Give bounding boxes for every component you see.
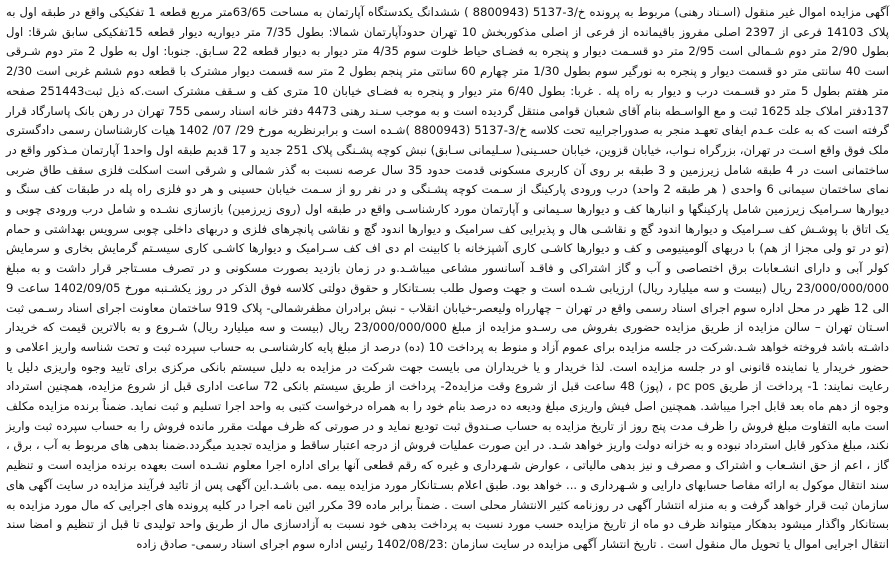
notice-body-text: آگهی مزایده اموال غیر منقول (اسـناد رهنی) مربوط به پرونده خ/3-5137 (8800943 ) ششدانگ یکدستگاه آپارتمان به مساحت 63/65متر مربع قطعه 1 تفکیکی واقع در طبقه اول به پلاک 14103 فرعی از 2397 اصلی مفروز باقیمانده از فرعی از اصلی مذکوربخش 10 تهران حدودآپارتمان شمالا: بطول 7/35 متر دیواریه دیوار قطعه 15تفکیکی سابق شرقا: اول بطول 2/90 متر دوم شـمالی است 2/95 متر دو قسـمت دیوار و پنجره به فضـای حیاط خلوت سوم 4/35 متر دیوار به دیوار قطعه 22 سـابق. جنوبا: اول به طول 2 متر دوم شـرقی است 40 سانتی متر دو قسمت دیوار و پنجره به نورگیر سوم بطول 1/30 متر چهارم 60 سانتی متر پنجم بطول 2 متر سه قسمت دیوار مشترک با قطعه دوم ششم غربی است 2/30 متر هفتم بطول 5 متر دو قسـمت درب و دیوار به راه پله . غربا: بطول 6/40 متر دیوار و پنجره به فضـای خیابان 10 متری کف و سـقف مشترک است.که ذیل ثبت251443 صفحه 137دفتر املاک جلد 1625 ثبت و مع الواسـطه بنام آقای شعبان قوامی منتقل گردیده است و به موجب سـند رهنی 4473 دفتر خانه اسناد رسمی 755 تهران در رهن بانک پاسارگاد قرار گرفته است که به علت عـدم ایفای تعهـد منجر به صدوراجراییه تحت کلاسه خ/3-5137 (8800943 )شـده است و برابرنظریه مورخ 29/ 07/ 1402 هیات کارشناسان رسمی دادگستری ملک فوق واقع اسـت در تهران، بزرگراه نـواب، خیابان قزوین، خیابان حسـینی( سـلیمانی سـابق) نبش کوچه پشـنگی پلاک 251 جدید و 17 قدیم طبقه اول واحد1 آپارتمان مـذکور واقع در ساختمانی است در 4 طبقه شامل زیرزمین و 3 طبقه بر روی آن کاربری مسکونی قدمت حدود 35 سال عرصه نسبت به گذر شمالی و شرقی است اسکلت فلزی سقف طاق ضربی نمای ساختمان سیمانی 6 واحدی ( هر طبقه 2 واحد) درب ورودی پارکینگ از سـمت کوچه پشـنگی و در نفر رو از سـمت خیابان حسینی و هر دو فلزی راه پله در طبقات کف سنگ و دیوارها سـرامیک زیرزمین شامل پارکینگها و انبارها کف و دیوارها سـیمانی و آپارتمان مورد کارشناسـی واقع در طبقه اول (روی زیرزمین) بازسازی نشـده و شامل درب ورودی چوبی و یک اتاق با پوشـش کف سـرامیک و دیوارها اندود گچ و نقاشـی هال و پذیرایی کف سرامیک و دیوارها اندود گچ و نقاشی پانچرهای فلزی و دربهای داخلی چوبی سرویس بهداشتی و حمام (تو در تو ولی مجزا از هم) با دربهای آلومینیومی و کف و دیوارها کاشـی کاری آشپزخانه با کابینت ام دی اف کف سـرامیک و دیوارها کاشـی کاری سیسـتم گرمایش بخاری و سرمایش کولر آبی و دارای انشـعابات برق اختصاصی و آب و گاز اشتراکی و فاقـد آسانسور مشاعی میباشـد.و در زمان بازدید بصورت مسکونی و در تصرف مسـتاجر قرار داشت و به مبلغ 23/000/000/000 ریال (بیست و سه میلیارد ریال) ارزیابی شـده است و جهت وصول طلب بسـتانکار و حقوق دولتی کلاسه فوق الذکر در روز یکشـنبه مورخ 1402/09/05 ساعت 9 الی 12 ظهر در محل اداره سوم اجرای اسناد رسمی واقع در تهران – چهارراه ولیعصر-خیابان انقلاب - نبش برادران مظفرشمالی- پلاک 919 ساختمان معاونت اجرای اسناد رسـمی ثبت اسـتان تهران – سالن مزایده از طریق مزایده حضوری بفروش می رسـدو مزایده از مبلغ 23/000/000/000 ریال (بیست و سه میلیارد ریال) شـروع و به بالاترین قیمت که خریدار داشـته باشد فروخته خواهد شـد.شرکت در جلسه مزایده برای عموم آزاد و منوط به پرداخت 10 (ده) درصد از مبلغ پایه کارشناسـی به حساب سپرده ثبت و تحت شناسه واریز اعلامی و حضور خریدار یا نماینده قانونی او در جلسه مزایده است. لذا خریدار و یا خریداران می بایست جهت شرکت در مزایده به دلیل سیستم بانکی مرکزی برای تایید وجوه واریزی دلیل یا رعایت نمایند: 1- پرداخت از طریق pc pos ، (پوز) 48 ساعت قبل از شروع وقت مزایده2- پرداخت از طریق سیستم بانکی 72 ساعت اداری قبل از شروع مزایده، همچنین استرداد وجوه از دهم ماه بعد قابل اجرا میباشد. همچنین اصل فیش واریزی مبلغ ودیعه ده درصد بنام خود را به همراه درخواست کتبی به واحد اجرا تسلیم و ثبت نماید. ضمناً برنده مزایده مکلف است مابه التفاوت مبلغ فروش را ظرف مدت پنج روز از تاریخ مزایده به حساب صـندوق ثبت تودیع نماید و در صورتی که ظرف مهلت مقرر مانده فروش را به حساب سپرده ثبت واریز نکند، مبلغ مذکور قابل استرداد نبوده و به خزانه دولت واریز خواهد شـد. در این صورت عملیات فروش از درجه اعتبار ساقط و مزایده تجدید میگردد.ضمنا بدهی های مربوط به آب ، برق ، گاز ، اعم از حق انشـعاب و اشتراک و مصرف و نیز بدهی مالیاتی ، عوارض شـهرداری و غیره که رقم قطعی آنها برای اداره اجرا معلوم نشـده است بعهده برنده مزایده است و تنظیم سند انتقال موکول به ارائه مفاصا حسابهای دارایی و شـهرداری و ... خواهد بود. طبق اعلام بسـتانکار مورد مزایده بیمه .می باشـد.این آگهی پس از تائید فرآیند مزایده در سایت آگهی های سازمان ثبت قرار خواهد گرفت و به منزله انتشار آگهی در روزنامه کثیر الانتشار محلی است . ضمناً برابر ماده 39 مکرر ائین نامه اجرا در کلیه پرونده های اجرایی که مال مورد مزایده به بستانکار واگذار میشود بدهکار میتواند ظرف دو ماه از تاریخ مزایده حسب مورد نسبت به پرداخت بدهی خود نسبت به آزادسازی مال از طریق واحد تولیدی تا قبل از تنظیم و امضا سند انتقال اجرایی اموال یا تحویل مال منقول است . تاریخ انتشار آگهی مزایده در سایت سازمان :1402/08/23 رئیس اداره سوم اجرای اسناد رسمی- صادق زاده <box>6 5 890 551</box>
